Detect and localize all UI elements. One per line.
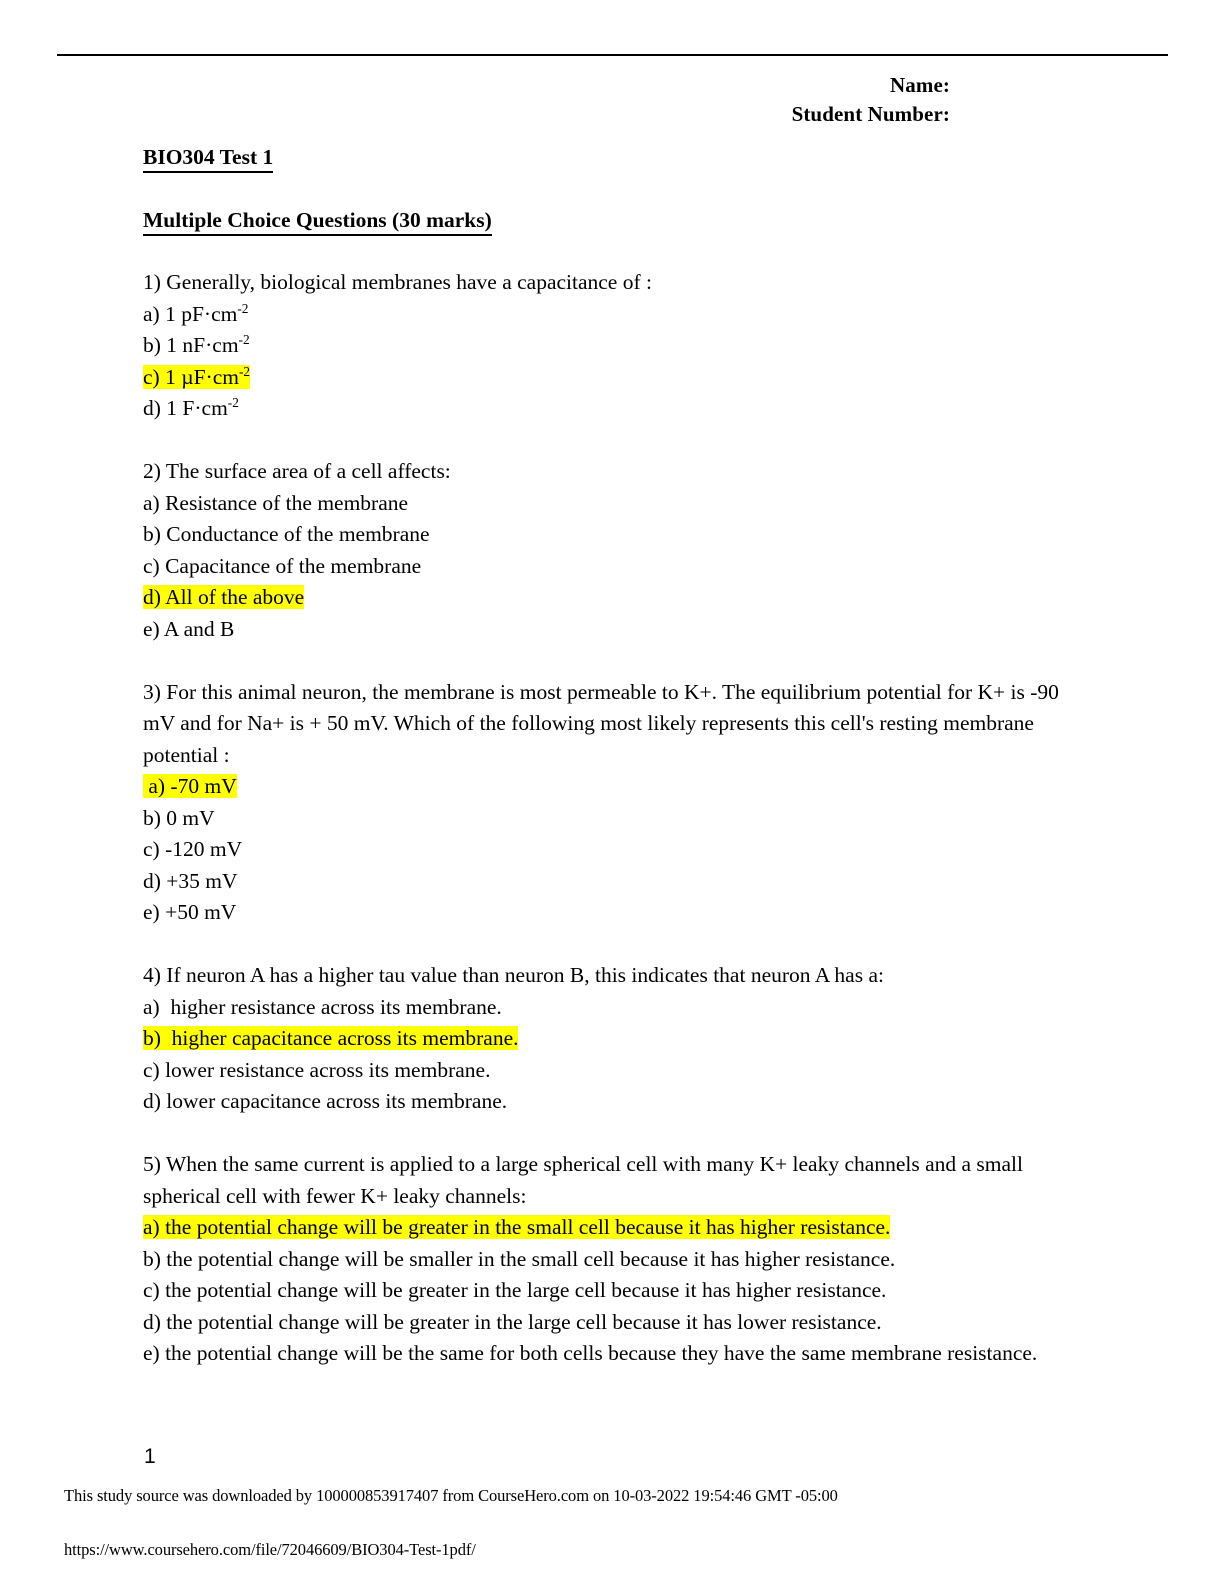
name-label: Name: [890, 73, 950, 97]
section-heading-row [143, 205, 1073, 236]
exponent: -2 [238, 363, 251, 379]
question-option[interactable] [143, 1338, 1073, 1370]
spacer [143, 425, 1073, 457]
question-option[interactable] [143, 614, 1073, 646]
student-number-label: Student Number: [791, 102, 950, 126]
option-text-highlighted: c) 1 $\mu F\cdot cm^{-2}$ [143, 363, 251, 389]
option-text-highlighted: d) All of the above [143, 585, 305, 609]
option-text: a) Resistance of the membrane [143, 490, 409, 515]
page-title-row [143, 142, 1073, 173]
option-text: e) +50 mV [143, 900, 237, 924]
option-text: d) 1 $F\cdot cm^{-2}$ [143, 394, 239, 420]
spacer [143, 645, 1073, 677]
question-option[interactable] [143, 1307, 1073, 1339]
option-text: b) the potential change will be smaller in the small cell because it has higher resistance. [143, 1246, 896, 1271]
question-option[interactable] [143, 488, 1073, 520]
section-heading: Multiple Choice Questions (30 marks) [143, 207, 492, 236]
option-text: e) A and B [143, 616, 235, 641]
spacer [143, 929, 1073, 961]
question-option[interactable] [143, 519, 1073, 551]
question-option[interactable] [143, 1023, 1073, 1055]
source-url[interactable]: https://www.coursehero.com/file/72046609/BIO304-Test-1pdf/ [64, 1540, 476, 1559]
question-text: 4) If neuron A has a higher tau value than neuron B, this indicates that neuron A has a: [143, 963, 884, 987]
question-option[interactable] [143, 330, 1073, 362]
spacer [143, 236, 1073, 268]
option-text: c) the potential change will be greater in the large cell because it has higher resistance. [143, 1278, 887, 1302]
option-text: d) the potential change will be greater in the large cell because it has lower resistance. [143, 1309, 882, 1334]
question-option[interactable] [143, 582, 1073, 614]
option-text: c) lower resistance across its membrane. [143, 1057, 491, 1082]
spacer [143, 1118, 1073, 1150]
question-block [143, 267, 1073, 425]
question-text: 5) When the same current is applied to a large spherical cell with many K+ leaky channels and a small spherical cell with fewer K+ leaky channels: [143, 1152, 1023, 1208]
exponent: -2 [237, 300, 249, 316]
coursehero-watermark: This study source was downloaded by 100000853917407 from CourseHero.com on 10-03-2022 19:54:46 GMT -05:00 [64, 1486, 838, 1505]
question-option[interactable] [143, 866, 1073, 898]
question-block [143, 456, 1073, 645]
option-text-highlighted: b) higher capacitance across its membrane. [143, 1026, 519, 1050]
question-option[interactable] [143, 393, 1073, 425]
question-text: 1) Generally, biological membranes have a capacitance of : [143, 270, 652, 294]
question-option[interactable] [143, 771, 1073, 803]
option-text: a) 1 $pF\cdot cm^{-2}$ [143, 300, 249, 326]
question-option[interactable] [143, 992, 1073, 1024]
spacer [143, 173, 1073, 205]
option-text: c) Capacitance of the membrane [143, 553, 422, 578]
question-option[interactable] [143, 551, 1073, 583]
exponent: -2 [238, 331, 250, 347]
question-block [143, 1149, 1073, 1370]
question-option[interactable] [143, 362, 1073, 394]
document-body [143, 142, 1073, 1370]
question-option[interactable] [143, 834, 1073, 866]
question-block [143, 677, 1073, 929]
questions-list [143, 267, 1073, 1370]
question-option[interactable] [143, 1086, 1073, 1118]
question-option[interactable] [143, 1212, 1073, 1244]
question-text: 3) For this animal neuron, the membrane is most permeable to K+. The equilibrium potential for K+ is -90 mV and for Na+ is + 50 mV. Which of the following most likely represents this cell's resting membrane potential : [143, 679, 1059, 767]
page-title: BIO304 Test 1 [143, 144, 273, 173]
question-option[interactable] [143, 1055, 1073, 1087]
option-text: b) 0 mV [143, 805, 215, 830]
option-text: b) Conductance of the membrane [143, 522, 430, 546]
question-block [143, 960, 1073, 1118]
question-option[interactable] [143, 1244, 1073, 1276]
option-text: c) -120 mV [143, 837, 243, 861]
student-info-header [57, 71, 950, 129]
question-option[interactable] [143, 897, 1073, 929]
option-text-highlighted: a) the potential change will be greater in the small cell because it has higher resistance. [143, 1215, 891, 1239]
question-option[interactable] [143, 1275, 1073, 1307]
header-divider-rule [57, 54, 1168, 56]
question-option[interactable] [143, 803, 1073, 835]
exponent: -2 [227, 394, 239, 410]
option-text: a) higher resistance across its membrane. [143, 994, 502, 1019]
option-text-highlighted: a) -70 mV [143, 774, 237, 798]
option-text: d) +35 mV [143, 868, 238, 893]
option-text: b) 1 $nF\cdot cm^{-2}$ [143, 331, 250, 357]
question-option[interactable] [143, 299, 1073, 331]
option-text: d) lower capacitance across its membrane. [143, 1089, 508, 1113]
option-text: e) the potential change will be the same for both cells because they have the same membrane resistance. [143, 1341, 1038, 1365]
page-number: 1 [144, 1445, 156, 1468]
question-text: 2) The surface area of a cell affects: [143, 459, 451, 483]
